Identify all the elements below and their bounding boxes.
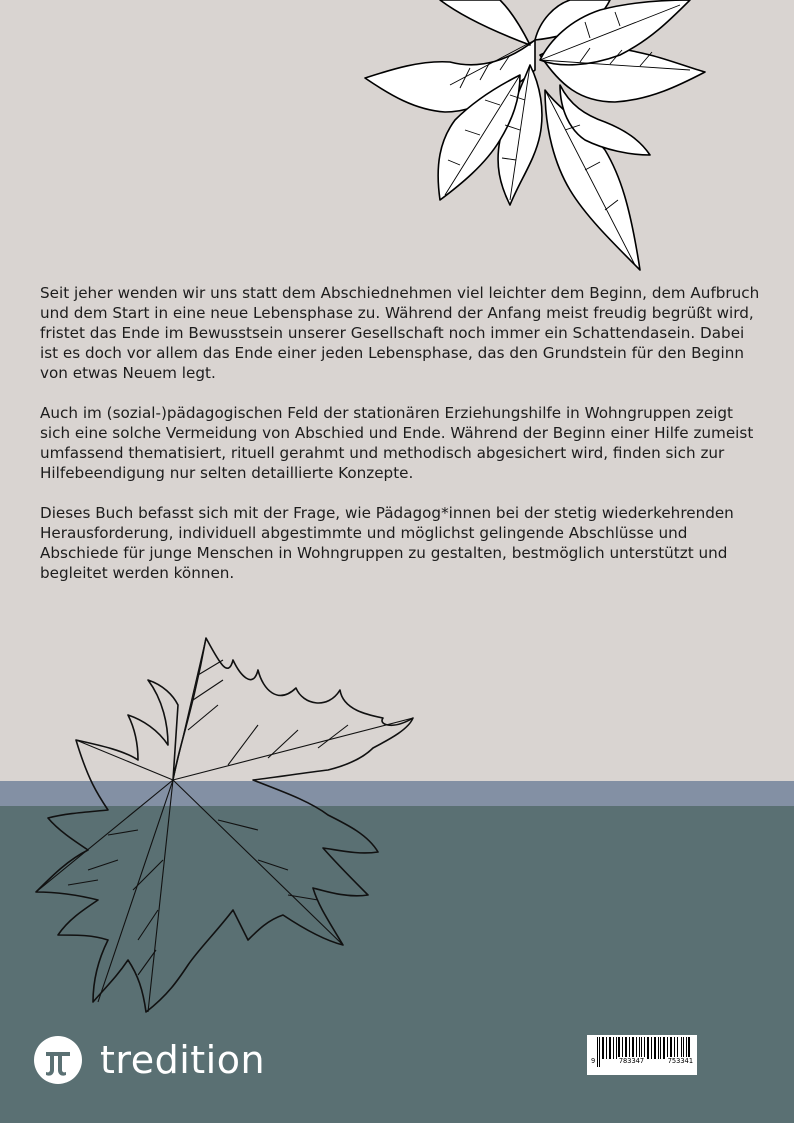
- publisher-logo: [33, 1034, 265, 1086]
- blurb-paragraph: Auch im (sozial-)pädagogischen Feld der stationären Erziehungshilfe in Wohngruppen zeigt sich eine solche Vermeidung von Abschied und Ende. Während der Beginn einer Hilfe zumeist umfassend thematisiert, rituell gerahmt und methodisch abgesichert wird, finden sich zur Hilfebeendigung nur selten detaillierte Konzepte.: [40, 404, 754, 482]
- maple-leaf-illustration: [28, 630, 428, 1015]
- blurb-paragraph: Seit jeher wenden wir uns statt dem Abschiednehmen viel leichter dem Beginn, dem Aufbruch und dem Start in eine neue Lebensphase zu. Während der Anfang meist freudig begrüßt wird, fristet das Ende im Bewusstsein unserer Gesellschaft noch immer ein Schattendasein. Dabei ist es doch vor allem das Ende einer jeden Lebensphase, das den Grundstein für den Beginn von etwas Neuem legt.: [40, 284, 760, 382]
- barcode-digit-group: 783347: [618, 1057, 645, 1065]
- elm-leaf-illustration: [360, 0, 710, 272]
- back-cover-blurb: [40, 283, 760, 603]
- isbn-barcode: [587, 1035, 697, 1075]
- barcode-digit-lead: 9: [591, 1057, 596, 1065]
- barcode-digits: [590, 1057, 694, 1067]
- publisher-name: tredition: [100, 1038, 266, 1082]
- tredition-logo-icon: [33, 1035, 83, 1085]
- barcode-digit-group: 753341: [667, 1057, 693, 1065]
- blurb-paragraph: Dieses Buch befasst sich mit der Frage, wie Pädagog*innen bei der stetig wiederkehrenden Herausforderung, individuell abgestimmte und möglichst gelingende Abschlüsse und Abschiede für junge Menschen in Wohngruppen zu gestalten, bestmöglich unterstützt und begleitet werden können.: [40, 504, 734, 582]
